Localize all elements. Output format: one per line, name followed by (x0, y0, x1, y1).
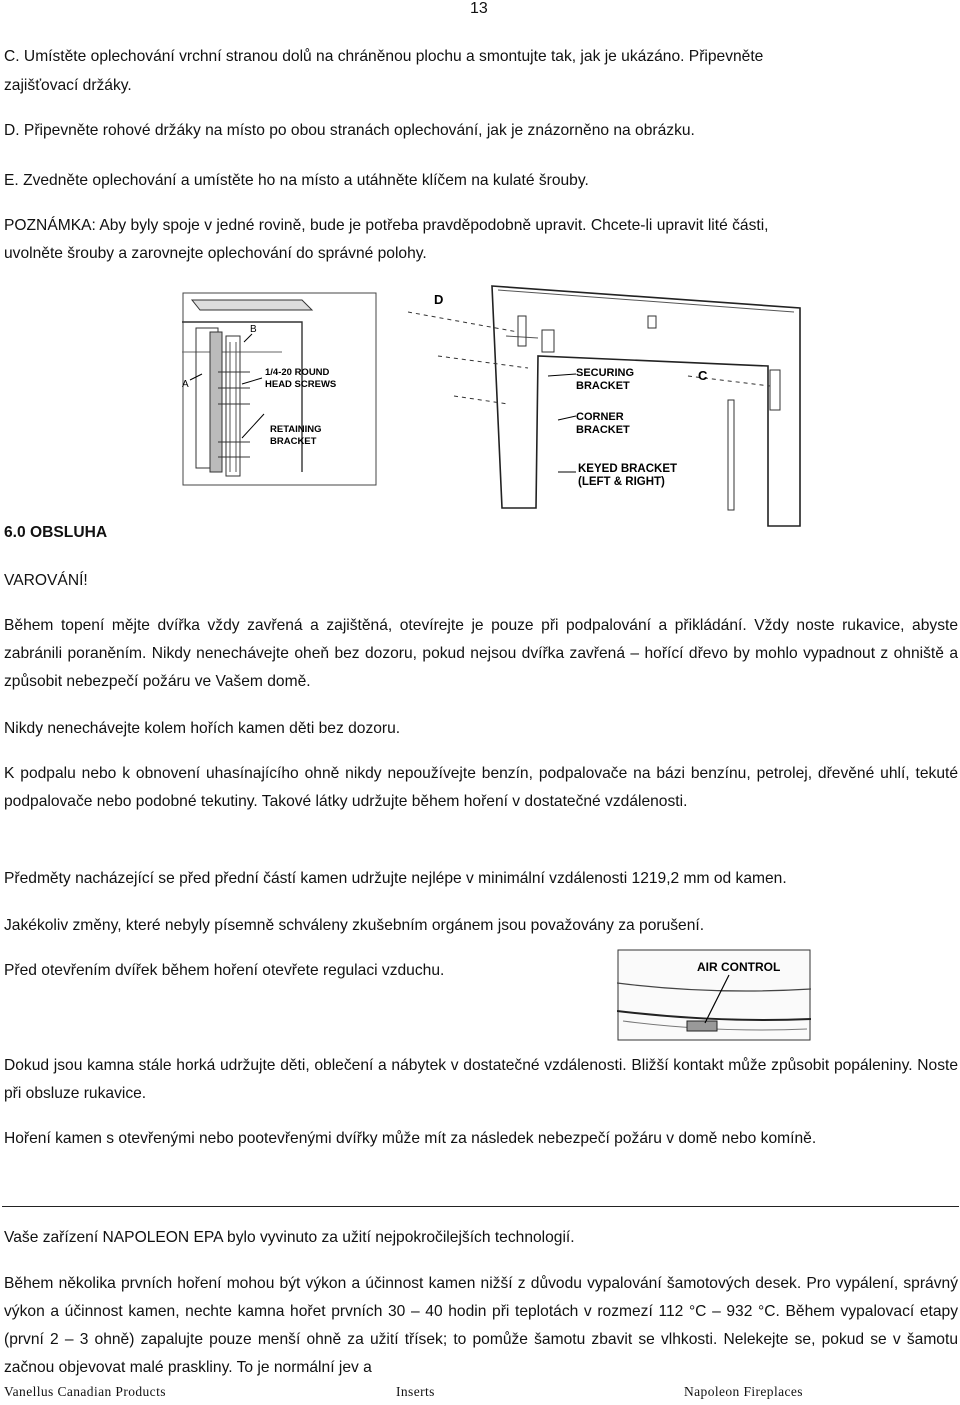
corner-label-2: BRACKET (576, 424, 630, 436)
step-e: E. Zvedněte oplechování a umístěte ho na místo a utáhněte klíčem na kulaté šrouby. (4, 172, 589, 189)
keyed-label-1: KEYED BRACKET (578, 463, 678, 475)
air-control-figure (617, 949, 811, 1041)
note-line2: uvolněte šrouby a zarovnejte oplechování do správné polohy. (4, 245, 427, 262)
note-line1: POZNÁMKA: Aby byly spoje v jedné rovině, bude je potřeba pravděpodobně upravit. Chcete-li upravit lité části, (4, 217, 769, 234)
paragraph-open-door: Hoření kamen s otevřenými nebo pootevřenými dvířky může mít za následek nebezpečí požáru v domě nebo komíně. (4, 1130, 817, 1147)
paragraph-clearance: Předměty nacházející se před přední částí kamen udržujte nejlépe v minimální vzdálenosti 1219,2 mm od kamen. (4, 870, 787, 887)
securing-label-1: SECURING (576, 367, 635, 379)
paragraph-children: Nikdy nenechávejte kolem hořích kamen děti bez dozoru. (4, 720, 401, 737)
warning-label: VAROVÁNÍ! (4, 572, 88, 589)
screws-label-1: 1/4-20 ROUND (265, 367, 330, 378)
bracket-label-1: RETAINING (270, 424, 322, 435)
paragraph-door-safety: Během topení mějte dvířka vždy zavřená a zajištěná, otevírejte je pouze při podpalování a přikládání. Vždy noste rukavice, abyste zabránili poraněním. Nikdy nenechávejte oheň bez dozoru, pokud nejsou dvířka zavřená – hořící dřevo by mohlo vypadnout z ohniště a způsobit nebezpečí požáru ve Vašem domě. (4, 617, 958, 690)
screws-label-2: HEAD SCREWS (265, 379, 337, 390)
paragraph-air-control: Před otevřením dvířek během hoření otevřete regulaci vzduchu. (4, 962, 445, 979)
paragraph-napoleon: Vaše zařízení NAPOLEON EPA bylo vyvinuto za užití nejpokročilejších technologií. (4, 1229, 575, 1246)
paragraph-fuels: K podpalu nebo k obnovení uhasínajícího ohně nikdy nepoužívejte benzín, podpalovače na bázi benzínu, petrolej, dřevěné uhlí, tekuté podpalovače nebo podobné tekutiny. Takové látky udržujte během hoření v dostatečné vzdálenosti. (4, 765, 958, 810)
divider-rule (2, 1206, 959, 1207)
label-c: C (698, 368, 708, 383)
footer-right: Napoleon Fireplaces (684, 1384, 803, 1399)
label-b: B (250, 324, 257, 335)
step-c-line1: C. Umístěte oplechování vrchní stranou dolů na chráněnou plochu a smontujte tak, jak je ukázáno. Připevněte (4, 48, 764, 65)
surround-brackets-figure (408, 276, 808, 536)
air-control-label: AIR CONTROL (697, 960, 781, 974)
label-a: A (182, 379, 189, 390)
section-heading: 6.0 OBSLUHA (4, 524, 108, 541)
paragraph-hot-stove: Dokud jsou kamna stále horká udržujte děti, oblečení a nábytek v dostatečné vzdálenosti. Bližší kontakt může způsobit popáleniny. Noste při obsluze rukavice. (4, 1057, 958, 1102)
label-d: D (434, 292, 444, 307)
footer-center: Inserts (396, 1384, 435, 1399)
corner-label-1: CORNER (576, 411, 624, 423)
paragraph-break-in: Během několika prvních hoření mohou být výkon a účinnost kamen nižší z důvodu vypalování šamotových desek. Pro vypálení, správný výkon a účinnost kamen, nechte kamna hořet prvních 30 – 40 hodin při teplotách v rozmezí 112 °C – 932 °C. Během vypalovací etapy (první 2 – 3 ohně) zapalujte pouze menší ohně za užití třísek; to pomůže šamotu zbavit se vlhkosti. Nelekejte se, pokud se v šamotu začnou objevovat malé praskliny. To je normální jev a (4, 1275, 958, 1376)
retaining-bracket-figure (182, 292, 378, 488)
securing-label-2: BRACKET (576, 380, 630, 392)
footer-left: Vanellus Canadian Products (4, 1384, 166, 1399)
step-d: D. Připevněte rohové držáky na místo po obou stranách oplechování, jak je znázorněno na obrázku. (4, 122, 695, 139)
page-number: 13 (470, 0, 488, 17)
bracket-label-2: BRACKET (270, 436, 317, 447)
paragraph-modifications: Jakékoliv změny, které nebyly písemně schváleny zkušebním orgánem jsou považovány za porušení. (4, 917, 705, 934)
step-c-line2: zajišťovací držáky. (4, 77, 132, 94)
keyed-label-2: (LEFT & RIGHT) (578, 476, 665, 488)
